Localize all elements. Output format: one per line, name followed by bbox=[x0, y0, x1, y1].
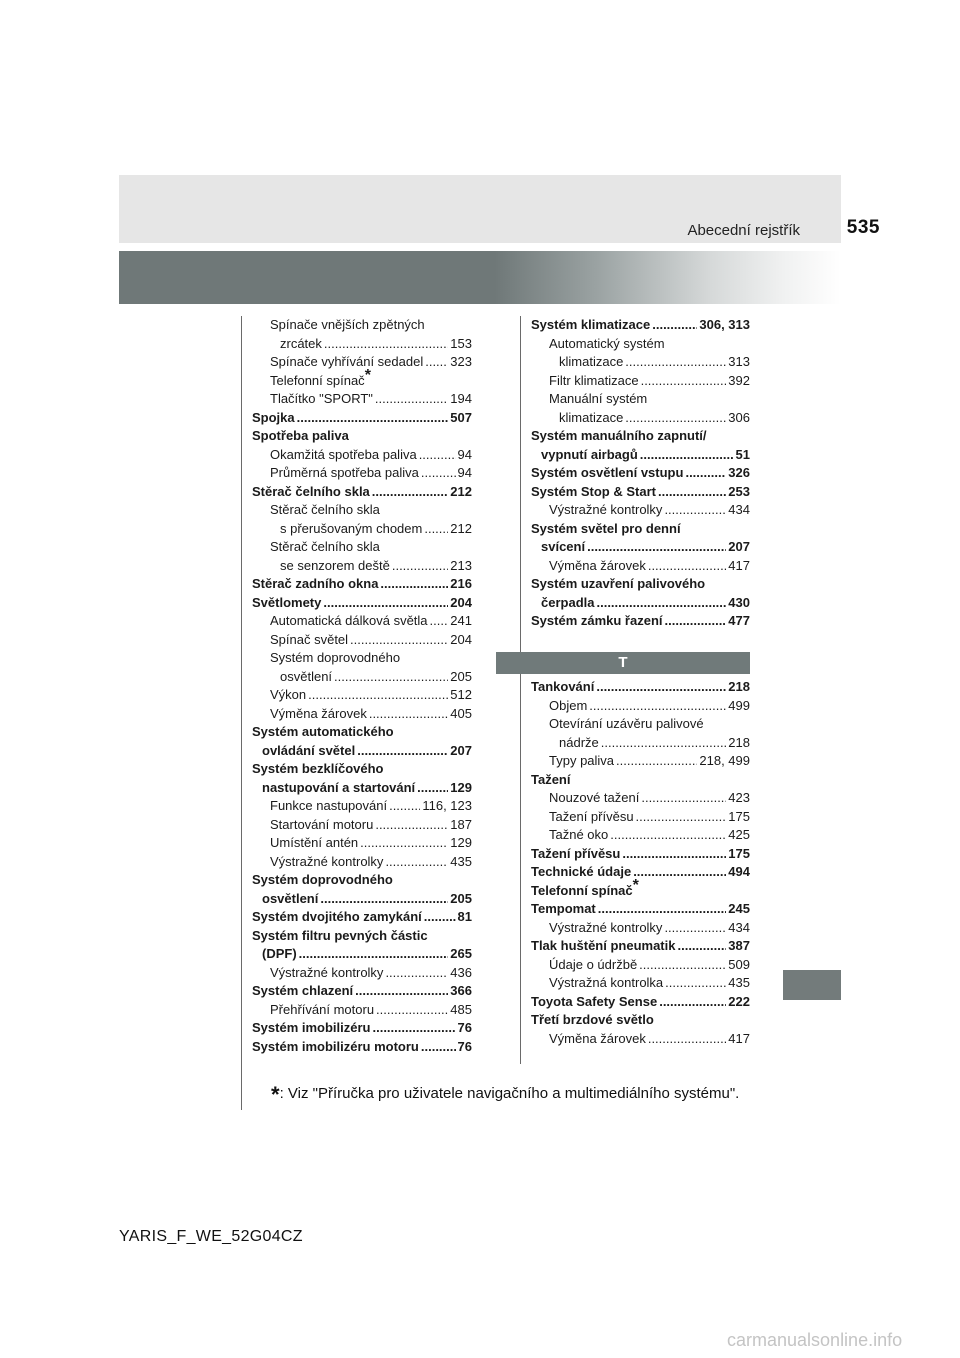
index-entry-page: 306, 313 bbox=[699, 317, 750, 332]
index-entry-term: Výměna žárovek bbox=[549, 557, 646, 573]
dot-leader bbox=[598, 900, 727, 919]
index-entry-term: Stěrač čelního skla bbox=[270, 502, 380, 517]
dot-leader bbox=[596, 678, 726, 697]
index-entry-page: 417 bbox=[728, 1030, 750, 1046]
index-entry-page: 435 bbox=[728, 975, 750, 990]
index-entry[interactable] bbox=[531, 372, 750, 391]
dot-leader bbox=[375, 816, 448, 835]
index-entry-term: Systém imobilizéru motoru bbox=[252, 1038, 419, 1054]
index-entry-term: Světlomety bbox=[252, 594, 322, 610]
header-section-title: Abecední rejstřík bbox=[687, 222, 800, 239]
index-entry[interactable] bbox=[531, 826, 750, 845]
dot-leader bbox=[376, 1001, 448, 1020]
index-entry-term: vypnutí airbagů bbox=[541, 446, 638, 462]
dot-leader bbox=[636, 808, 727, 827]
index-entry-page: 212 bbox=[450, 483, 472, 499]
index-entry-page: 194 bbox=[450, 391, 472, 406]
index-entry[interactable] bbox=[252, 316, 472, 335]
dot-leader bbox=[658, 483, 726, 502]
dot-leader bbox=[424, 520, 448, 539]
index-entry-term: Systém filtru pevných částic bbox=[252, 927, 428, 943]
index-entry[interactable] bbox=[252, 538, 472, 557]
watermark: carmanualsonline.info bbox=[727, 1330, 903, 1350]
index-entry[interactable] bbox=[252, 1001, 472, 1020]
index-entry-page: 76 bbox=[457, 1020, 472, 1035]
index-entry[interactable] bbox=[252, 668, 472, 687]
index-entry-term: svícení bbox=[541, 539, 586, 554]
index-entry-page: 204 bbox=[450, 631, 472, 647]
index-entry-term: Spínače vnějších zpětných bbox=[270, 317, 425, 332]
index-entry-page: 76 bbox=[457, 1038, 472, 1054]
index-entry-term: klimatizace bbox=[559, 409, 624, 425]
index-entry[interactable] bbox=[252, 353, 472, 372]
index-entry-page: 485 bbox=[450, 1001, 472, 1017]
index-entry[interactable] bbox=[252, 557, 472, 576]
index-entry-term: Stěrač čelního skla bbox=[270, 539, 380, 554]
dot-leader bbox=[380, 575, 448, 594]
index-entry-page: 218, 499 bbox=[699, 753, 750, 768]
dot-leader bbox=[417, 779, 448, 798]
index-entry-page: 509 bbox=[728, 956, 750, 972]
index-entry-term: Výměna žárovek bbox=[549, 1030, 646, 1046]
index-entry[interactable] bbox=[531, 808, 750, 827]
page-number: 535 bbox=[846, 217, 880, 238]
index-entry[interactable] bbox=[531, 789, 750, 808]
index-entry[interactable] bbox=[252, 964, 472, 983]
index-entry-term: Objem bbox=[549, 697, 588, 713]
index-entry-term: Toyota Safety Sense bbox=[531, 993, 658, 1009]
dot-leader bbox=[425, 353, 448, 372]
index-entry[interactable] bbox=[531, 974, 750, 993]
index-entry[interactable] bbox=[531, 316, 750, 335]
index-entry[interactable] bbox=[531, 845, 750, 864]
index-entry[interactable] bbox=[531, 937, 750, 956]
index-entry-term: Výměna žárovek bbox=[270, 705, 367, 721]
index-entry-term: Systém chlazení bbox=[252, 983, 354, 998]
dot-leader bbox=[648, 557, 726, 576]
dot-leader bbox=[664, 501, 726, 520]
index-entry-page: 205 bbox=[450, 668, 472, 684]
dot-leader bbox=[665, 612, 727, 631]
index-entry[interactable] bbox=[252, 409, 472, 428]
dot-leader bbox=[350, 631, 448, 650]
index-entry-page: 51 bbox=[735, 446, 750, 462]
index-entry[interactable] bbox=[531, 697, 750, 716]
index-entry[interactable] bbox=[531, 335, 750, 354]
index-entry-term: osvětlení bbox=[280, 668, 333, 684]
dot-leader bbox=[616, 752, 697, 771]
index-entry-page: 313 bbox=[728, 354, 750, 369]
index-entry-term: Umístění antén bbox=[270, 835, 359, 850]
dot-leader bbox=[385, 964, 448, 983]
index-entry-term: Telefonní spínač* bbox=[531, 876, 639, 898]
dot-leader bbox=[421, 1038, 456, 1057]
dot-leader bbox=[324, 335, 448, 354]
index-entry-term: Tažení přívěsu bbox=[531, 845, 621, 861]
index-entry-page: 94 bbox=[457, 465, 472, 480]
index-entry-term: Tažení přívěsu bbox=[549, 808, 634, 824]
index-entry[interactable] bbox=[531, 919, 750, 938]
index-entry[interactable] bbox=[252, 797, 472, 816]
index-entry[interactable] bbox=[252, 335, 472, 354]
index-entry[interactable] bbox=[252, 1019, 472, 1038]
index-entry-term: Stěrač čelního skla bbox=[252, 483, 370, 499]
dot-leader bbox=[641, 789, 726, 808]
index-entry-term: Tlačítko "SPORT" bbox=[270, 391, 373, 406]
index-entry[interactable] bbox=[531, 715, 750, 734]
index-entry[interactable] bbox=[252, 871, 472, 890]
index-entry-page: 207 bbox=[450, 742, 472, 758]
index-entry[interactable] bbox=[252, 834, 472, 853]
index-entry-term: klimatizace bbox=[559, 354, 624, 369]
index-entry-page: 434 bbox=[728, 919, 750, 935]
dot-leader bbox=[297, 409, 449, 428]
index-entry[interactable] bbox=[531, 557, 750, 576]
dot-leader bbox=[622, 845, 726, 864]
dot-leader bbox=[610, 826, 726, 845]
dot-leader bbox=[372, 483, 449, 502]
index-entry-term: Okamžitá spotřeba paliva bbox=[270, 446, 417, 462]
index-entry[interactable] bbox=[252, 982, 472, 1001]
index-entry[interactable] bbox=[252, 483, 472, 502]
index-entry-term: Výstražné kontrolky bbox=[549, 919, 663, 935]
dot-leader bbox=[299, 945, 449, 964]
index-entry-term: Systém zámku řazení bbox=[531, 613, 663, 628]
dot-leader bbox=[640, 446, 734, 465]
index-entry-term: Manuální systém bbox=[549, 391, 648, 406]
index-entry-page: 205 bbox=[450, 890, 472, 906]
dot-leader bbox=[424, 908, 456, 927]
index-entry-page: 187 bbox=[450, 816, 472, 832]
index-entry-term: Nouzové tažení bbox=[549, 790, 640, 805]
right-column-rule-lower bbox=[520, 674, 521, 1064]
dot-leader bbox=[369, 705, 448, 724]
index-entry-term: Výstražné kontrolky bbox=[549, 502, 663, 517]
index-entry[interactable] bbox=[252, 612, 472, 631]
index-entry-term: Startování motoru bbox=[270, 816, 374, 832]
dot-leader bbox=[648, 1030, 726, 1049]
index-entry[interactable] bbox=[531, 1030, 750, 1049]
dot-leader bbox=[372, 1019, 455, 1038]
index-entry[interactable] bbox=[252, 649, 472, 668]
left-column-rule bbox=[241, 316, 242, 1110]
index-entry-term: Systém doprovodného bbox=[270, 650, 401, 665]
index-entry-term: Systém uzavření palivového bbox=[531, 576, 706, 591]
index-entry-term: Tažení bbox=[531, 771, 571, 787]
index-entry-term: Výstražné kontrolky bbox=[270, 853, 384, 869]
footnote-text: : Viz "Příručka pro uživatele navigačního a multimediálního systému". bbox=[279, 1085, 740, 1102]
index-entry[interactable] bbox=[252, 366, 472, 391]
dot-leader bbox=[641, 372, 727, 391]
dot-leader bbox=[385, 853, 448, 872]
index-entry-page: 213 bbox=[450, 557, 472, 573]
index-entry-term: Přehřívání motoru bbox=[270, 1001, 375, 1017]
index-entry-term: Třetí brzdové světlo bbox=[531, 1012, 654, 1027]
index-entry-term: Systém světel pro denní bbox=[531, 520, 681, 536]
index-column-right-bottom bbox=[531, 678, 750, 1048]
index-entry-term: nádrže bbox=[559, 734, 599, 750]
index-entry-page: 218 bbox=[728, 679, 750, 694]
index-entry[interactable] bbox=[531, 409, 750, 428]
index-entry[interactable] bbox=[252, 631, 472, 650]
index-entry-page: 216 bbox=[450, 576, 472, 591]
index-entry-term: Filtr klimatizace bbox=[549, 372, 639, 388]
index-entry-term: Průměrná spotřeba paliva bbox=[270, 465, 419, 480]
index-entry-term: Systém bezklíčového bbox=[252, 761, 384, 776]
dot-leader bbox=[589, 697, 726, 716]
index-entry-page: 129 bbox=[450, 835, 472, 850]
index-entry[interactable] bbox=[531, 520, 750, 539]
index-entry-term: Výkon bbox=[270, 687, 307, 702]
index-entry[interactable] bbox=[252, 390, 472, 409]
index-entry[interactable] bbox=[252, 446, 472, 465]
index-entry-page: 417 bbox=[728, 557, 750, 573]
right-column-rule bbox=[520, 316, 521, 652]
index-entry-page: 265 bbox=[450, 946, 472, 961]
dot-leader bbox=[587, 538, 726, 557]
index-entry-page: 241 bbox=[450, 613, 472, 628]
index-entry-term: Systém osvětlení vstupu bbox=[531, 465, 684, 480]
index-entry-page: 306 bbox=[728, 409, 750, 425]
dot-leader bbox=[625, 353, 726, 372]
index-entry-term: Systém automatického bbox=[252, 724, 394, 739]
dot-leader bbox=[625, 409, 726, 428]
index-entry[interactable] bbox=[531, 752, 750, 771]
index-entry-term: Systém dvojitého zamykání bbox=[252, 909, 422, 924]
index-entry-page: 366 bbox=[450, 983, 472, 998]
index-entry-page: 212 bbox=[450, 520, 472, 536]
index-column-left bbox=[252, 316, 472, 1056]
index-column-right-top bbox=[531, 316, 750, 631]
index-entry-term: Spínače vyhřívání sedadel bbox=[270, 354, 424, 369]
index-entry-term: Tempomat bbox=[531, 901, 596, 916]
index-entry-page: 434 bbox=[728, 502, 750, 517]
index-entry[interactable] bbox=[252, 908, 472, 927]
index-entry-page: 430 bbox=[728, 594, 750, 610]
index-entry-term: Tlak huštění pneumatik bbox=[531, 938, 676, 953]
index-entry[interactable] bbox=[252, 853, 472, 872]
index-entry[interactable] bbox=[531, 538, 750, 557]
dot-leader bbox=[664, 919, 726, 938]
index-entry-term: Systém klimatizace bbox=[531, 317, 651, 332]
index-entry-term: čerpadla bbox=[541, 594, 595, 610]
dot-leader bbox=[375, 390, 448, 409]
index-entry[interactable] bbox=[531, 612, 750, 631]
index-entry-term: Stěrač zadního okna bbox=[252, 576, 379, 591]
index-entry-term: Údaje o údržbě bbox=[549, 956, 638, 972]
index-entry[interactable] bbox=[531, 993, 750, 1012]
index-entry-term: Spínač světel bbox=[270, 631, 349, 647]
index-entry[interactable] bbox=[252, 1038, 472, 1057]
index-entry-page: 207 bbox=[728, 539, 750, 554]
index-entry[interactable] bbox=[252, 427, 472, 446]
index-entry-page: 507 bbox=[450, 409, 472, 425]
index-entry-term: Technické údaje bbox=[531, 864, 632, 879]
chapter-side-tab[interactable] bbox=[783, 970, 841, 1000]
index-entry[interactable] bbox=[531, 446, 750, 465]
index-entry[interactable] bbox=[531, 427, 750, 446]
index-entry-term: Telefonní spínač* bbox=[270, 366, 371, 388]
index-entry-term: Automatický systém bbox=[549, 335, 665, 351]
header-gradient-band bbox=[119, 251, 841, 304]
index-entry[interactable] bbox=[252, 686, 472, 705]
index-entry-page: 153 bbox=[450, 335, 472, 351]
dot-leader bbox=[323, 594, 448, 613]
footnote bbox=[271, 1082, 739, 1108]
index-entry-term: osvětlení bbox=[262, 890, 319, 906]
index-entry-term: Tažné oko bbox=[549, 827, 609, 842]
index-entry-term: Spotřeba paliva bbox=[252, 428, 349, 443]
footnote-marker: * bbox=[271, 1082, 280, 1107]
dot-leader bbox=[419, 446, 456, 465]
index-entry-page: 175 bbox=[728, 845, 750, 861]
index-entry[interactable] bbox=[252, 890, 472, 909]
dot-leader bbox=[334, 668, 448, 687]
index-entry-page: 204 bbox=[450, 594, 472, 610]
dot-leader bbox=[685, 464, 726, 483]
index-entry[interactable] bbox=[252, 927, 472, 946]
dot-leader bbox=[392, 557, 448, 576]
index-entry-page: 253 bbox=[728, 483, 750, 499]
index-entry-term: nastupování a startování bbox=[262, 779, 416, 795]
index-entry[interactable] bbox=[252, 779, 472, 798]
index-entry-term: Typy paliva bbox=[549, 753, 615, 768]
index-entry-term: s přerušovaným chodem bbox=[280, 520, 423, 536]
document-code: YARIS_F_WE_52G04CZ bbox=[119, 1228, 303, 1245]
index-entry[interactable] bbox=[531, 483, 750, 502]
index-entry[interactable] bbox=[531, 900, 750, 919]
dot-leader bbox=[430, 612, 449, 631]
index-entry-term: Systém imobilizéru bbox=[252, 1020, 371, 1035]
index-entry-page: 94 bbox=[457, 446, 472, 462]
index-entry-page: 323 bbox=[450, 354, 472, 369]
dot-leader bbox=[652, 316, 697, 335]
index-entry-page: 245 bbox=[728, 901, 750, 916]
index-entry[interactable] bbox=[252, 501, 472, 520]
index-entry[interactable] bbox=[531, 771, 750, 790]
index-entry-page: 392 bbox=[728, 372, 750, 388]
index-entry-page: 218 bbox=[728, 734, 750, 750]
index-entry-term: Systém Stop & Start bbox=[531, 483, 656, 499]
index-entry-page: 477 bbox=[728, 613, 750, 628]
index-entry-page: 512 bbox=[450, 687, 472, 702]
dot-leader bbox=[389, 797, 420, 816]
index-entry[interactable] bbox=[531, 594, 750, 613]
index-entry-page: 116, 123 bbox=[422, 798, 472, 813]
index-entry[interactable] bbox=[252, 742, 472, 761]
index-entry[interactable] bbox=[252, 520, 472, 539]
index-entry[interactable] bbox=[531, 863, 750, 882]
index-entry-page: 499 bbox=[728, 697, 750, 713]
index-entry-page: 387 bbox=[728, 938, 750, 953]
index-entry-page: 436 bbox=[450, 964, 472, 980]
dot-leader bbox=[308, 686, 448, 705]
dot-leader bbox=[601, 734, 727, 753]
index-entry-term: Systém manuálního zapnutí/ bbox=[531, 428, 707, 443]
dot-leader bbox=[596, 594, 726, 613]
index-entry-page: 425 bbox=[728, 827, 750, 842]
index-entry-page: 423 bbox=[728, 790, 750, 805]
index-entry-term: Otevírání uzávěru palivové bbox=[549, 716, 704, 731]
index-entry-page: 435 bbox=[450, 853, 472, 869]
index-entry-term: (DPF) bbox=[262, 946, 297, 961]
dot-leader bbox=[659, 993, 726, 1012]
index-entry[interactable] bbox=[531, 501, 750, 520]
dot-leader bbox=[639, 956, 726, 975]
index-entry[interactable] bbox=[531, 464, 750, 483]
index-entry[interactable] bbox=[531, 876, 750, 901]
index-entry[interactable] bbox=[531, 575, 750, 594]
section-letter-bar: T bbox=[496, 652, 750, 674]
index-entry-term: Systém doprovodného bbox=[252, 872, 393, 887]
dot-leader bbox=[665, 974, 726, 993]
index-entry[interactable] bbox=[252, 705, 472, 724]
index-entry[interactable] bbox=[252, 945, 472, 964]
dot-leader bbox=[355, 982, 448, 1001]
index-entry[interactable] bbox=[252, 575, 472, 594]
index-entry-term: Spojka bbox=[252, 409, 295, 425]
index-entry[interactable] bbox=[531, 1011, 750, 1030]
index-entry[interactable] bbox=[252, 723, 472, 742]
dot-leader bbox=[421, 464, 456, 483]
index-entry[interactable] bbox=[531, 390, 750, 409]
index-entry-term: Tankování bbox=[531, 679, 595, 694]
dot-leader bbox=[633, 863, 726, 882]
index-entry-page: 494 bbox=[728, 864, 750, 879]
index-entry-term: ovládání světel bbox=[262, 742, 356, 758]
index-entry-page: 129 bbox=[450, 779, 472, 795]
dot-leader bbox=[677, 937, 726, 956]
index-entry-term: Automatická dálková světla bbox=[270, 613, 428, 628]
index-entry-term: se senzorem deště bbox=[280, 557, 390, 573]
index-entry-term: zrcátek bbox=[280, 335, 322, 351]
dot-leader bbox=[320, 890, 448, 909]
index-entry-term: Výstražné kontrolky bbox=[270, 964, 384, 980]
index-entry[interactable] bbox=[252, 464, 472, 483]
index-entry[interactable] bbox=[252, 594, 472, 613]
index-entry[interactable] bbox=[531, 678, 750, 697]
index-entry-term: Výstražná kontrolka bbox=[549, 975, 664, 990]
index-entry[interactable] bbox=[252, 816, 472, 835]
index-entry-page: 222 bbox=[728, 993, 750, 1009]
dot-leader bbox=[357, 742, 448, 761]
index-entry-page: 405 bbox=[450, 705, 472, 721]
index-entry-page: 175 bbox=[728, 808, 750, 824]
dot-leader bbox=[360, 834, 448, 853]
index-entry[interactable] bbox=[531, 353, 750, 372]
index-entry[interactable] bbox=[531, 956, 750, 975]
index-entry[interactable] bbox=[252, 760, 472, 779]
index-entry-page: 326 bbox=[728, 465, 750, 480]
index-entry-term: Funkce nastupování bbox=[270, 798, 388, 813]
index-entry[interactable] bbox=[531, 734, 750, 753]
index-entry-page: 81 bbox=[457, 909, 472, 924]
